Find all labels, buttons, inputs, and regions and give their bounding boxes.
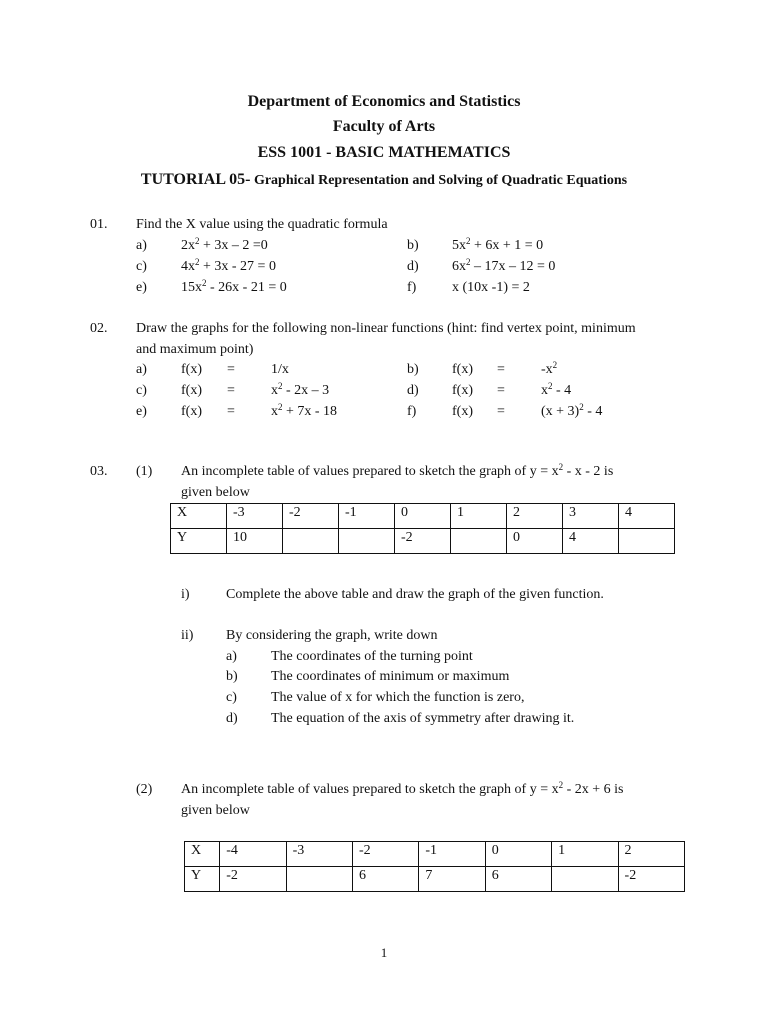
page-number: 1 bbox=[380, 945, 388, 960]
q3-part2-values-table bbox=[184, 841, 685, 892]
q2-item-label: e) bbox=[136, 404, 147, 419]
q3-part2-table-cell: 2 bbox=[618, 842, 684, 867]
q3-part2-table-cell: Y bbox=[185, 867, 220, 892]
q2-text-line1: Draw the graphs for the following non-linear functions (hint: find vertex point, minimum bbox=[136, 321, 636, 336]
q3-part2-table-cell bbox=[552, 867, 618, 892]
q2-item-expr: $(x + 3)^2 - 4$ bbox=[541, 402, 603, 419]
q3-part2-table-cell bbox=[286, 867, 352, 892]
q3-part2-table-cell: -2 bbox=[618, 867, 684, 892]
q2-item-label: a) bbox=[136, 362, 147, 377]
faculty-title: Faculty of Arts bbox=[332, 118, 436, 135]
q3-sub-text: The coordinates of the turning point bbox=[271, 649, 473, 664]
q3-number: 03. bbox=[90, 464, 108, 479]
q1-item-expr: $6x^2 - 17x - 12 = 0$ bbox=[452, 257, 556, 274]
q3-part1-table-cell bbox=[283, 529, 339, 554]
q1-item-expr: $4x^2 + 3x - 27 = 0$ bbox=[181, 257, 276, 274]
q3-part1-table-cell: 2 bbox=[507, 504, 563, 529]
q2-item-expr: $x^2 - 4$ bbox=[541, 381, 572, 398]
course-title: ESS 1001 - BASIC MATHEMATICS bbox=[257, 144, 511, 161]
q3-part2-table-cell: -1 bbox=[419, 842, 485, 867]
q3-part1-table-cell: 3 bbox=[563, 504, 619, 529]
tutorial-number: TUTORIAL 05- bbox=[140, 171, 251, 188]
q3-part2-table-cell: -2 bbox=[352, 842, 418, 867]
q2-item-label: f) bbox=[407, 404, 417, 419]
q2-item-expr: $x^2 + 7x - 18$ bbox=[271, 402, 338, 419]
q3-ii-label: ii) bbox=[181, 628, 194, 643]
q3-part1-values-table bbox=[170, 503, 675, 554]
q3-part2-table-cell: 6 bbox=[352, 867, 418, 892]
q2-number: 02. bbox=[90, 321, 108, 336]
q3-part2-table-cell: 1 bbox=[552, 842, 618, 867]
q3-part1-text-line2: given below bbox=[181, 485, 250, 500]
q3-sub-text: The coordinates of minimum or maximum bbox=[271, 669, 510, 684]
q3-part1-table-cell: 4 bbox=[619, 504, 675, 529]
q2-equals: = bbox=[227, 404, 235, 419]
q3-part1-table-cell: X bbox=[171, 504, 227, 529]
q3-part1-table-row bbox=[171, 504, 675, 529]
q3-part1-table-cell: -2 bbox=[283, 504, 339, 529]
q2-item-label: b) bbox=[407, 362, 419, 377]
q1-item-label: c) bbox=[136, 259, 147, 274]
q2-text-line2: and maximum point) bbox=[136, 342, 254, 357]
q3-part1-table-cell bbox=[339, 529, 395, 554]
q3-part1-table-row bbox=[171, 529, 675, 554]
q3-part2-table-cell: 0 bbox=[485, 842, 551, 867]
q1-item-label: d) bbox=[407, 259, 419, 274]
q2-item-expr: 1/x bbox=[271, 362, 289, 377]
q1-text: Find the X value using the quadratic formula bbox=[136, 217, 388, 232]
q3-part1-table-cell bbox=[451, 529, 507, 554]
q1-item-expr: $15x^2 - 26x - 21 = 0$ bbox=[181, 278, 287, 295]
q3-part2-table-cell: 6 bbox=[485, 867, 551, 892]
q3-part1-text: An incomplete table of values prepared to sketch the graph of $y = x^2 - x - 2$ is bbox=[181, 462, 614, 479]
q3-part2-table-cell: -3 bbox=[286, 842, 352, 867]
q2-equals: = bbox=[227, 362, 235, 377]
q3-part1-table-cell: Y bbox=[171, 529, 227, 554]
q3-sub-text: The value of x for which the function is zero, bbox=[271, 690, 525, 705]
q1-item-label: a) bbox=[136, 238, 147, 253]
q2-item-label: d) bbox=[407, 383, 419, 398]
q3-part1-table-cell: -1 bbox=[339, 504, 395, 529]
q1-item-expr: $2x^2 + 3x - 2 =0$ bbox=[181, 236, 268, 253]
q3-part1-table-cell: 1 bbox=[451, 504, 507, 529]
q1-item-expr: $5x^2 + 6x + 1 = 0$ bbox=[452, 236, 544, 253]
q3-sub-label: a) bbox=[226, 649, 237, 664]
q1-item-expr: x (10x -1) = 2 bbox=[452, 280, 530, 295]
q2-item-expr: $x^2 - 2x - 3$ bbox=[271, 381, 330, 398]
q1-number: 01. bbox=[90, 217, 108, 232]
q3-sub-label: c) bbox=[226, 690, 237, 705]
q2-item-label: c) bbox=[136, 383, 147, 398]
q3-sub-label: d) bbox=[226, 711, 238, 726]
q3-sub-text: The equation of the axis of symmetry after drawing it. bbox=[271, 711, 575, 726]
q3-part2-table-row bbox=[185, 842, 685, 867]
q2-equals: = bbox=[497, 404, 505, 419]
q3-part2-table-cell: -2 bbox=[220, 867, 286, 892]
q3-part2-table-cell: X bbox=[185, 842, 220, 867]
q2-fx: f(x) bbox=[452, 362, 473, 377]
q3-part1-table-cell: 4 bbox=[563, 529, 619, 554]
q3-part2-label: (2) bbox=[136, 782, 153, 797]
q3-sub-label: b) bbox=[226, 669, 238, 684]
q1-item-label: e) bbox=[136, 280, 147, 295]
q3-part1-table-cell: 10 bbox=[227, 529, 283, 554]
q3-part1-table-cell: 0 bbox=[395, 504, 451, 529]
q3-part2-text: An incomplete table of values prepared to sketch the graph of $y = x^2 - 2x + 6$ is bbox=[181, 780, 624, 797]
q2-equals: = bbox=[497, 362, 505, 377]
q2-fx: f(x) bbox=[181, 383, 202, 398]
q3-part1-table-cell: 0 bbox=[507, 529, 563, 554]
q1-item-label: b) bbox=[407, 238, 419, 253]
q1-item-label: f) bbox=[407, 280, 417, 295]
q3-part1-label: (1) bbox=[136, 464, 153, 479]
q2-item-expr: $-x^2$ bbox=[541, 360, 558, 377]
q3-part2-text-line2: given below bbox=[181, 803, 250, 818]
q3-part2-table-cell: 7 bbox=[419, 867, 485, 892]
q2-fx: f(x) bbox=[452, 383, 473, 398]
q2-fx: f(x) bbox=[452, 404, 473, 419]
tutorial-title bbox=[0, 170, 768, 191]
q2-fx: f(x) bbox=[181, 404, 202, 419]
q3-i-label: i) bbox=[181, 587, 190, 602]
q3-ii-text: By considering the graph, write down bbox=[226, 628, 438, 643]
q2-equals: = bbox=[497, 383, 505, 398]
q3-part1-table-cell: -3 bbox=[227, 504, 283, 529]
q3-part2-table-row bbox=[185, 867, 685, 892]
department-title: Department of Economics and Statistics bbox=[247, 93, 521, 110]
q3-part1-table-cell: -2 bbox=[395, 529, 451, 554]
q3-part2-table-cell: -4 bbox=[220, 842, 286, 867]
tutorial-topic: Graphical Representation and Solving of Quadratic Equations bbox=[250, 173, 628, 188]
q2-fx: f(x) bbox=[181, 362, 202, 377]
q2-equals: = bbox=[227, 383, 235, 398]
q3-part1-table-cell bbox=[619, 529, 675, 554]
q3-i-text: Complete the above table and draw the graph of the given function. bbox=[226, 587, 604, 602]
